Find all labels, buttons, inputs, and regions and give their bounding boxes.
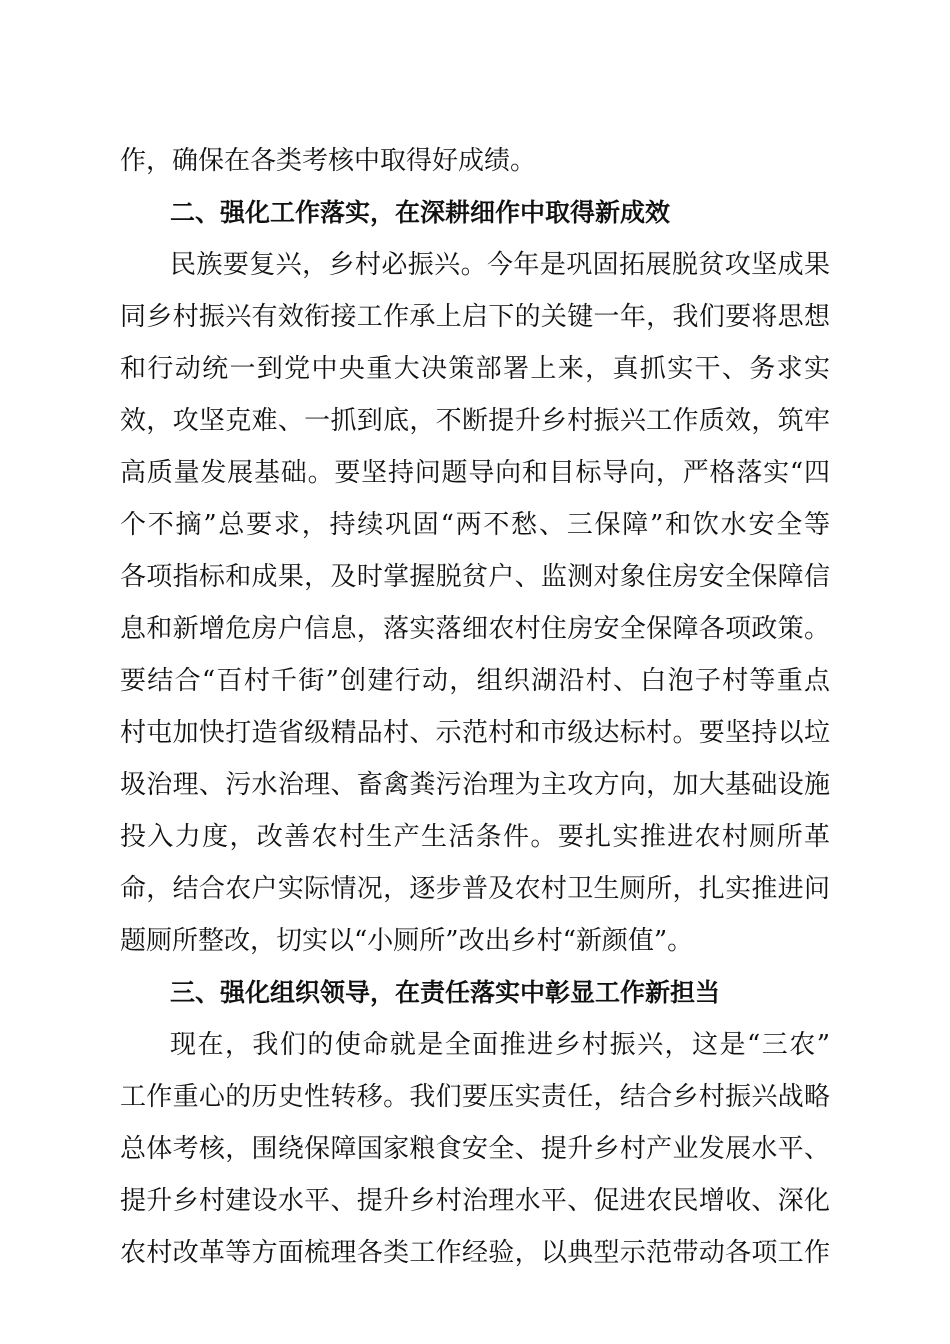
paragraph-line: 提升乡村建设水平、提升乡村治理水平、促进农民增收、深化 [120,1186,830,1216]
paragraph-line: 投入力度，改善农村生产生活条件。要扎实推进农村厕所革 [120,822,830,852]
paragraph-line: 高质量发展基础。要坚持问题导向和目标导向，严格落实“四 [120,458,830,488]
paragraph-line: 圾治理、污水治理、畜禽粪污治理为主攻方向，加大基础设施 [120,770,830,800]
paragraph-line: 作，确保在各类考核中取得好成绩。 [120,146,537,176]
paragraph-line: 各项指标和成果，及时掌握脱贫户、监测对象住房安全保障信 [120,562,830,592]
paragraph-line: 农村改革等方面梳理各类工作经验，以典型示范带动各项工作 [120,1238,830,1268]
paragraph-line: 村屯加快打造省级精品村、示范村和市级达标村。要坚持以垃 [120,718,830,748]
paragraph-line: 命，结合农户实际情况，逐步普及农村卫生厕所，扎实推进问 [120,874,830,904]
paragraph-line: 现在，我们的使命就是全面推进乡村振兴，这是“三农” [170,1030,830,1060]
paragraph-line: 效，攻坚克难、一抓到底，不断提升乡村振兴工作质效，筑牢 [120,406,830,436]
paragraph-line: 和行动统一到党中央重大决策部署上来，真抓实干、务求实 [120,354,830,384]
section-heading-2: 二、强化工作落实，在深耕细作中取得新成效 [170,198,671,227]
paragraph-line: 民族要复兴，乡村必振兴。今年是巩固拓展脱贫攻坚成果 [170,250,830,280]
paragraph-line: 要结合“百村千街”创建行动，组织湖沿村、白泡子村等重点 [120,666,830,696]
paragraph-line: 总体考核，围绕保障国家粮食安全、提升乡村产业发展水平、 [120,1134,830,1164]
paragraph-line: 息和新增危房户信息，落实落细农村住房安全保障各项政策。 [120,614,830,644]
paragraph-line: 同乡村振兴有效衔接工作承上启下的关键一年，我们要将思想 [120,302,830,332]
paragraph-line: 题厕所整改，切实以“小厕所”改出乡村“新颜值”。 [120,926,694,956]
section-heading-3: 三、强化组织领导，在责任落实中彰显工作新担当 [170,978,721,1007]
paragraph-line: 个不摘”总要求，持续巩固“两不愁、三保障”和饮水安全等 [120,510,830,540]
paragraph-line: 工作重心的历史性转移。我们要压实责任，结合乡村振兴战略 [120,1082,830,1112]
